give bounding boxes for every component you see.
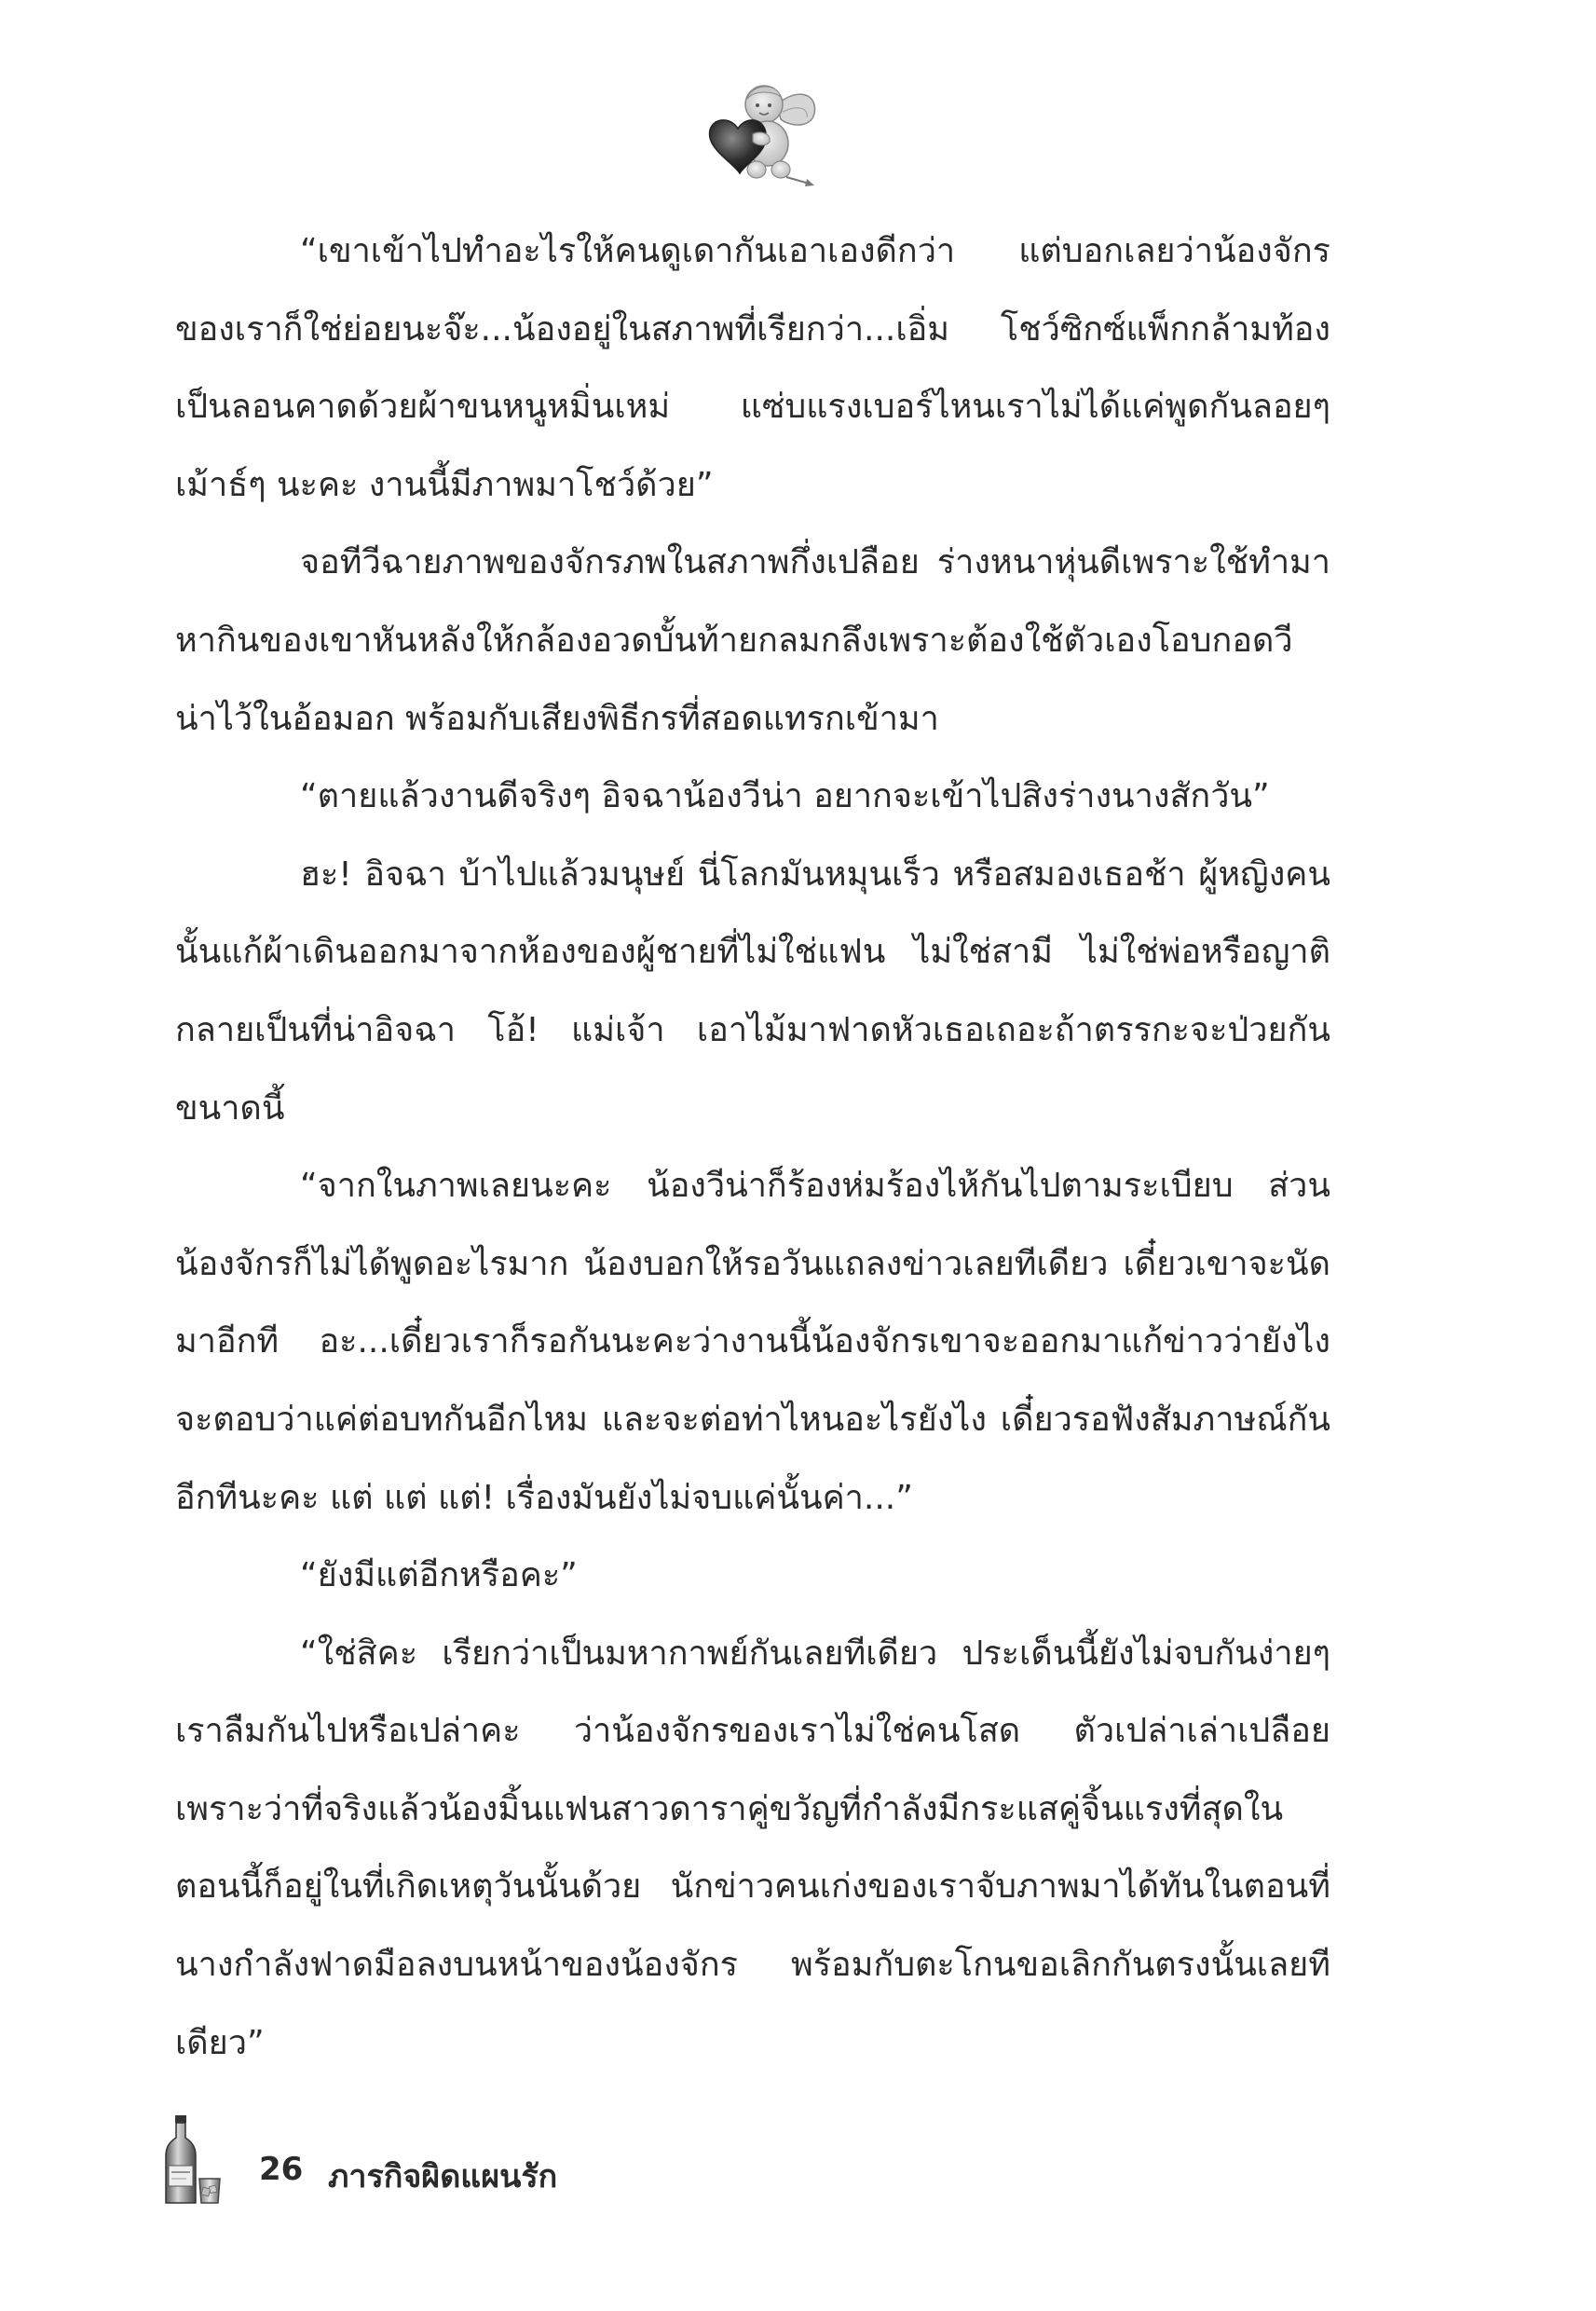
paragraph-5: “จากในภาพเลยนะคะ น้องวีน่าก็ร้องห่มร้องไห้กันไปตามระเบียบ ส่วนน้องจักรก็ไม่ได้พูดอะไรมาก น้องบอกให้รอวันแถลงข่าวเลยทีเดียว เดี๋ยวเขาจะนัดมาอีกที อะ...เดี๋ยวเราก็รอกันนะคะว่างานนี้น้องจักรเขาจะออกมาแก้ข่าวว่ายังไง จะตอบว่าแค่ต่อบทกันอีกไหม และจะต่อท่าไหนอะไรยังไง เดี๋ยวรอฟังสัมภาษณ์กันอีกทีนะคะ แต่ แต่ แต่! เรื่องมันยังไม่จบแค่นั้นค่า...” [175,1167,1330,1517]
body-text [175,212,1330,2082]
page-footer [158,2113,811,2207]
bottle-and-glass-icon [158,2113,242,2207]
paragraph-2: จอทีวีฉายภาพของจักรภพในสภาพกึ่งเปลือย ร่างหนาหุ่นดีเพราะใช้ทำมาหากินของเขาหันหลังให้กล้องอวดบั้นท้ายกลมกลึงเพราะต้องใช้ตัวเองโอบกอดวีน่าไว้ในอ้อมอก พร้อมกับเสียงพิธีกรที่สอดแทรกเข้ามา [175,543,1330,738]
paragraph-3: “ตายแล้วงานดีจริงๆ อิจฉาน้องวีน่า อยากจะเข้าไปสิงร่างนางสักวัน” [300,777,1270,816]
paragraph-6: “ยังมีแต่อีกหรือคะ” [300,1556,578,1595]
book-title: ภารกิจผิดแผนรัก [328,2158,558,2195]
paragraph-1: “เขาเข้าไปทำอะไรให้คนดูเดากันเอาเองดีกว่า แต่บอกเลยว่าน้องจักรของเราก็ใช่ย่อยนะจ๊ะ...น้องอยู่ในสภาพที่เรียกว่า...เอิ่ม โชว์ซิกซ์แพ็กกล้ามท้องเป็นลอนคาดด้วยผ้าขนหนูหมิ่นเหม่ แซ่บแรงเบอร์ไหนเราไม่ได้แค่พูดกันลอยๆ เม้าธ์ๆ นะคะ งานนี้มีภาพมาโชว์ด้วย” [175,232,1330,504]
cupid-with-heart-icon [697,76,822,188]
paragraph-7: “ใช่สิคะ เรียกว่าเป็นมหากาพย์กันเลยทีเดียว ประเด็นนี้ยังไม่จบกันง่ายๆ เราลืมกันไปหรือเปล่าคะ ว่าน้องจักรของเราไม่ใช่คนโสด ตัวเปล่าเล่าเปลือย เพราะว่าที่จริงแล้วน้องมิ้นแฟนสาวดาราคู่ขวัญที่กำลังมีกระแสคู่จิ้นแรงที่สุดในตอนนี้ก็อยู่ในที่เกิดเหตุวันนั้นด้วย นักข่าวคนเก่งของเราจับภาพมาได้ทันในตอนที่นางกำลังฟาดมือลงบนหน้าของน้องจักร พร้อมกับตะโกนขอเลิกกันตรงนั้นเลยทีเดียว” [175,1634,1330,2062]
page-number: 26 [259,2151,304,2188]
paragraph-4: ฮะ! อิจฉา บ้าไปแล้วมนุษย์ นี่โลกมันหมุนเร็ว หรือสมองเธอช้า ผู้หญิงคนนั้นแก้ผ้าเดินออกมาจากห้องของผู้ชายที่ไม่ใช่แฟน ไม่ใช่สามี ไม่ใช่พ่อหรือญาติ กลายเป็นที่น่าอิจฉา โอ้! แม่เจ้า เอาไม้มาฟาดหัวเธอเถอะถ้าตรรกะจะป่วยกันขนาดนี้ [175,855,1330,1128]
